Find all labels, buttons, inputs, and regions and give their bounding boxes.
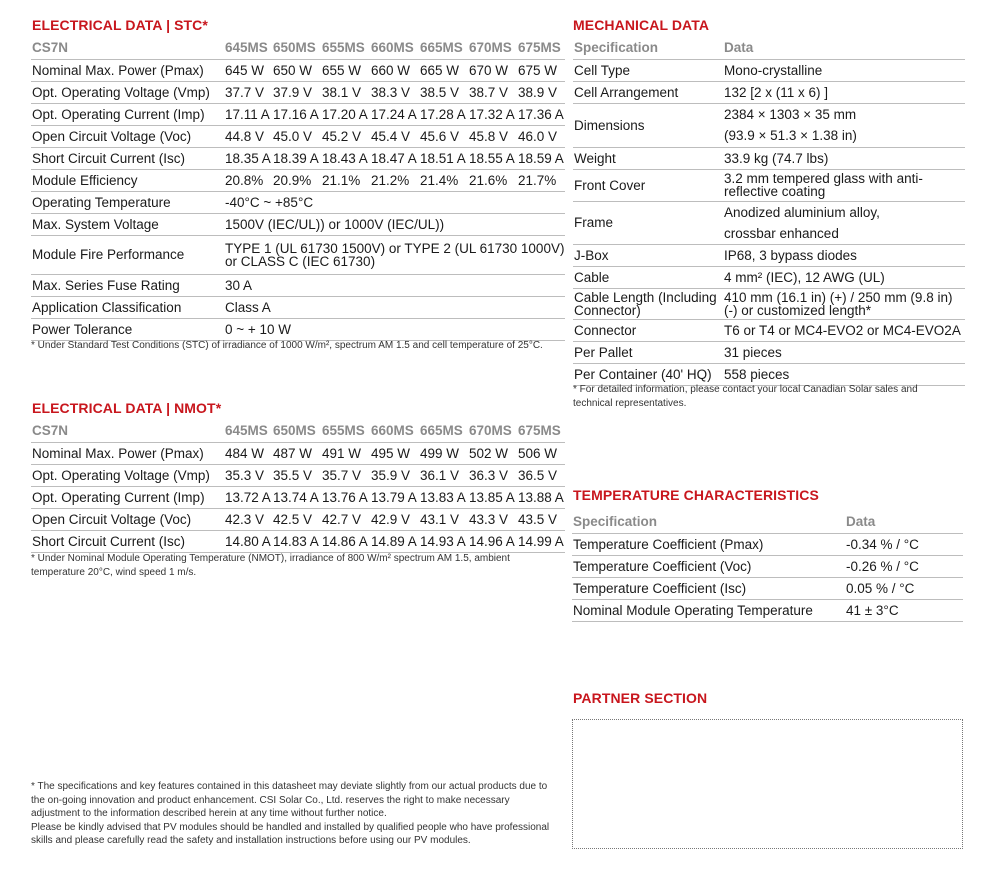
cell: 484 W [224,442,272,464]
table-row [31,464,565,486]
cell [723,201,965,244]
cell: 45.8 V [468,125,517,147]
row-label: Temperature Coefficient (Voc) [572,555,845,577]
cell-line: Anodized aluminium alloy, [724,204,880,220]
table-row [31,442,565,464]
table-row [573,244,965,266]
cell: 45.2 V [321,125,370,147]
table-row [31,296,565,318]
row-label: Connector [573,319,723,341]
row-label: Frame [573,201,723,244]
cell: 36.5 V [517,464,565,486]
cell: 43.1 V [419,508,468,530]
elec-nmot-header-row [31,420,565,442]
row-label: Opt. Operating Voltage (Vmp) [31,464,224,486]
cell: 18.39 A [272,147,321,169]
row-label: Operating Temperature [31,191,224,213]
row-label: Cell Arrangement [573,81,723,103]
cell: 36.3 V [468,464,517,486]
cell: T6 or T4 or MC4-EVO2 or MC4-EVO2A [723,319,965,341]
cell: 132 [2 x (11 x 6) ] [723,81,965,103]
row-label: Open Circuit Voltage (Voc) [31,125,224,147]
row-label: Opt. Operating Current (Imp) [31,486,224,508]
cell: 42.3 V [224,508,272,530]
cell: 43.5 V [517,508,565,530]
temp-title: TEMPERATURE CHARACTERISTICS [573,487,819,503]
cell: 20.9% [272,169,321,191]
row-label: Cable [573,266,723,288]
cell: 495 W [370,442,419,464]
header-cell: 650MS [272,37,321,59]
cell: 1500V (IEC/UL)) or 1000V (IEC/UL)) [224,213,565,235]
cell: 46.0 V [517,125,565,147]
cell: 45.0 V [272,125,321,147]
cell: 38.7 V [468,81,517,103]
row-label: Nominal Module Operating Temperature [572,599,845,621]
cell: -0.26 % / °C [845,555,963,577]
row-label: Cell Type [573,59,723,81]
header-cell: 650MS [272,420,321,442]
header-cell: 665MS [419,420,468,442]
cell: 18.43 A [321,147,370,169]
row-label: Dimensions [573,103,723,147]
header-cell: Data [723,37,965,59]
table-row [572,533,963,555]
table-row [573,288,965,319]
cell: 655 W [321,59,370,81]
cell: 21.6% [468,169,517,191]
disclaimer-p1: * The specifications and key features contained in this datasheet may deviate slightly from our actual products due to the on-going innovation and product enhancement. CSI Solar Co., Ltd. reserves the right to make necessary adjustment to the information described herein at any time without further notice. [31,781,548,819]
cell: 17.28 A [419,103,468,125]
cell: 14.86 A [321,530,370,552]
cell: 410 mm (16.1 in) (+) / 250 mm (9.8 in) (-) or customized length* [723,288,965,319]
table-row [573,147,965,169]
cell: 14.96 A [468,530,517,552]
cell-line: 2384 × 1303 × 35 mm [724,107,857,122]
header-cell: CS7N [31,37,224,59]
cell: 499 W [419,442,468,464]
header-cell: 665MS [419,37,468,59]
table-row [573,169,965,201]
cell: 38.3 V [370,81,419,103]
cell: 21.7% [517,169,565,191]
elec-stc-note: * Under Standard Test Conditions (STC) of irradiance of 1000 W/m², spectrum AM 1.5 and cell temperature of 25°C. [31,340,543,351]
row-label: Cable Length (Including Connector) [573,288,723,319]
header-cell: CS7N [31,420,224,442]
cell: 665 W [419,59,468,81]
row-label: Max. Series Fuse Rating [31,274,224,296]
table-row [572,577,963,599]
cell: 37.7 V [224,81,272,103]
elec-nmot-title: ELECTRICAL DATA | NMOT* [32,400,222,416]
table-row [573,81,965,103]
row-label: Application Classification [31,296,224,318]
cell: 650 W [272,59,321,81]
table-row [573,201,965,244]
temp-header-row [572,511,963,533]
cell: 17.11 A [224,103,272,125]
header-cell: 675MS [517,420,565,442]
temp-table [572,511,963,622]
cell: 42.7 V [321,508,370,530]
table-row [31,486,565,508]
header-cell: 645MS [224,37,272,59]
table-row [31,213,565,235]
cell: IP68, 3 bypass diodes [723,244,965,266]
cell: 35.7 V [321,464,370,486]
table-row [572,555,963,577]
cell: 38.1 V [321,81,370,103]
row-label: Opt. Operating Current (Imp) [31,103,224,125]
cell: Class A [224,296,565,318]
cell: 41 ± 3°C [845,599,963,621]
row-label: Per Pallet [573,341,723,363]
elec-stc-title: ELECTRICAL DATA | STC* [32,17,208,33]
table-row [573,103,965,147]
cell: 14.80 A [224,530,272,552]
cell: 45.6 V [419,125,468,147]
disclaimer-p2: Please be kindly advised that PV modules should be handled and installed by qualified people who have professional skills and please carefully read the safety and installation instructions before using our PV modules. [31,821,550,846]
cell: 45.4 V [370,125,419,147]
table-row [31,147,565,169]
table-row [572,599,963,621]
cell: 35.5 V [272,464,321,486]
cell: 42.9 V [370,508,419,530]
partner-title: PARTNER SECTION [573,690,708,706]
cell: 17.32 A [468,103,517,125]
cell: 38.9 V [517,81,565,103]
cell: 502 W [468,442,517,464]
table-row [573,59,965,81]
cell: 13.83 A [419,486,468,508]
header-cell: Data [845,511,963,533]
elec-nmot-table [31,420,565,553]
cell: 14.93 A [419,530,468,552]
cell: 35.9 V [370,464,419,486]
cell [723,103,965,147]
cell: 13.85 A [468,486,517,508]
table-row [31,318,565,340]
header-cell: 655MS [321,420,370,442]
cell: 4 mm² (IEC), 12 AWG (UL) [723,266,965,288]
header-cell: Specification [573,37,723,59]
cell: 0.05 % / °C [845,577,963,599]
table-row [31,81,565,103]
cell: 13.88 A [517,486,565,508]
cell: 31 pieces [723,341,965,363]
table-row [31,169,565,191]
cell: 670 W [468,59,517,81]
table-row [573,363,965,385]
row-label: Short Circuit Current (Isc) [31,530,224,552]
mech-table [573,37,965,386]
partner-box [572,719,963,849]
row-label: Nominal Max. Power (Pmax) [31,59,224,81]
cell: 18.55 A [468,147,517,169]
header-cell: 660MS [370,37,419,59]
cell: 35.3 V [224,464,272,486]
row-label: Short Circuit Current (Isc) [31,147,224,169]
elec-stc-header-row [31,37,565,59]
row-label: Module Fire Performance [31,235,224,274]
cell: 44.8 V [224,125,272,147]
cell: 18.47 A [370,147,419,169]
cell: 14.83 A [272,530,321,552]
cell: 21.4% [419,169,468,191]
row-label: Max. System Voltage [31,213,224,235]
cell: 17.16 A [272,103,321,125]
elec-stc-table [31,37,565,341]
header-cell: Specification [572,511,845,533]
row-label: Nominal Max. Power (Pmax) [31,442,224,464]
cell: 506 W [517,442,565,464]
table-row [31,191,565,213]
cell: 43.3 V [468,508,517,530]
table-row [31,274,565,296]
cell: 20.8% [224,169,272,191]
cell: 487 W [272,442,321,464]
cell: 33.9 kg (74.7 lbs) [723,147,965,169]
cell: 17.20 A [321,103,370,125]
table-row [31,59,565,81]
table-row [31,125,565,147]
row-label: Front Cover [573,169,723,201]
cell: 17.24 A [370,103,419,125]
disclaimer [31,780,559,848]
header-cell: 670MS [468,37,517,59]
cell: 18.59 A [517,147,565,169]
table-row [31,235,565,274]
cell-line: crossbar enhanced [724,225,839,241]
mech-title: MECHANICAL DATA [573,17,710,33]
row-label: Open Circuit Voltage (Voc) [31,508,224,530]
header-cell: 675MS [517,37,565,59]
cell: 30 A [224,274,565,296]
cell: 645 W [224,59,272,81]
cell: -0.34 % / °C [845,533,963,555]
cell: 660 W [370,59,419,81]
cell: 37.9 V [272,81,321,103]
cell: 491 W [321,442,370,464]
cell: 13.79 A [370,486,419,508]
cell: 13.72 A [224,486,272,508]
cell: 36.1 V [419,464,468,486]
mech-header-row [573,37,965,59]
row-label: Power Tolerance [31,318,224,340]
cell: 18.35 A [224,147,272,169]
table-row [31,508,565,530]
elec-nmot-note: * Under Nominal Module Operating Temperature (NMOT), irradiance of 800 W/m² spectrum AM 1.5, ambient temperature 20°C, wind speed 1 m/s. [31,553,510,578]
cell: 38.5 V [419,81,468,103]
header-cell: 645MS [224,420,272,442]
header-cell: 660MS [370,420,419,442]
cell: 13.76 A [321,486,370,508]
row-label: Opt. Operating Voltage (Vmp) [31,81,224,103]
cell: 17.36 A [517,103,565,125]
cell-line: (93.9 × 51.3 × 1.38 in) [724,128,857,143]
row-label: Temperature Coefficient (Pmax) [572,533,845,555]
cell: 3.2 mm tempered glass with anti-reflective coating [723,169,965,201]
cell: 21.2% [370,169,419,191]
cell: 0 ~ + 10 W [224,318,565,340]
mech-note: * For detailed information, please contact your local Canadian Solar sales and technical representatives. [573,384,918,409]
row-label: Per Container (40' HQ) [573,363,723,385]
cell: TYPE 1 (UL 61730 1500V) or TYPE 2 (UL 61730 1000V) or CLASS C (IEC 61730) [224,235,565,274]
row-label: Temperature Coefficient (Isc) [572,577,845,599]
row-label: Module Efficiency [31,169,224,191]
cell: 18.51 A [419,147,468,169]
cell: 13.74 A [272,486,321,508]
cell: 675 W [517,59,565,81]
table-row [573,266,965,288]
cell: 558 pieces [723,363,965,385]
cell: 21.1% [321,169,370,191]
cell: -40°C ~ +85°C [224,191,565,213]
cell: Mono-crystalline [723,59,965,81]
header-cell: 655MS [321,37,370,59]
table-row [573,341,965,363]
table-row [31,530,565,552]
cell: 42.5 V [272,508,321,530]
table-row [31,103,565,125]
cell: 14.99 A [517,530,565,552]
row-label: J-Box [573,244,723,266]
table-row [573,319,965,341]
header-cell: 670MS [468,420,517,442]
row-label: Weight [573,147,723,169]
cell: 14.89 A [370,530,419,552]
